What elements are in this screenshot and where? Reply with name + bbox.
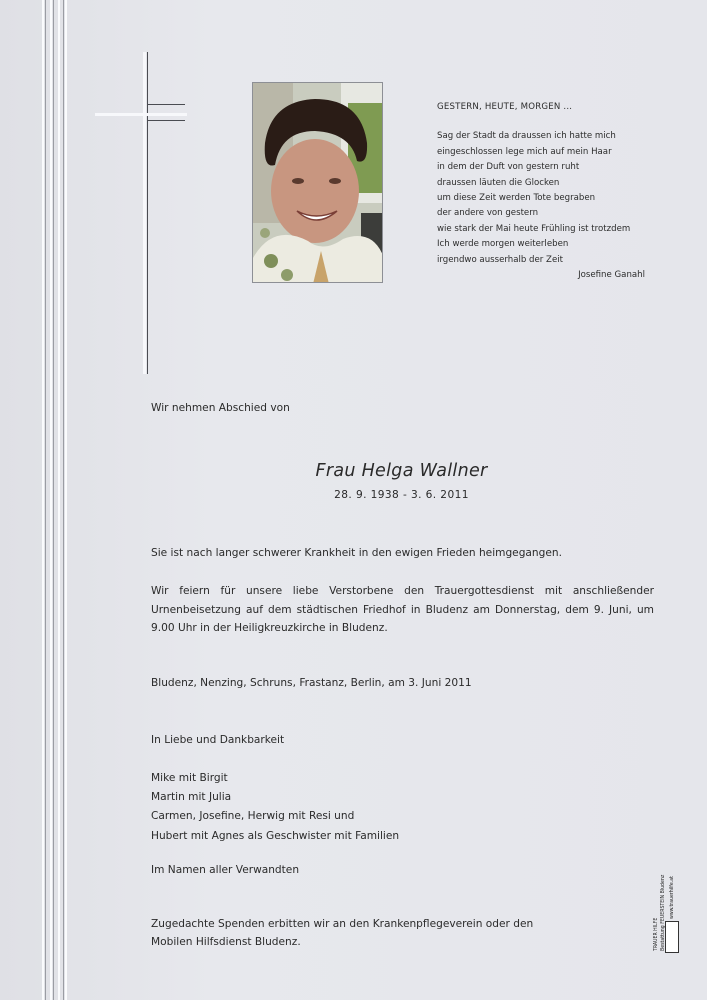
donation-note xyxy=(151,916,533,952)
donation-line: Zugedachte Spenden erbitten wir an den Krankenpflegeverein oder den xyxy=(151,918,534,930)
poem-line: irgendwo ausserhalb der Zeit xyxy=(437,254,563,265)
poem-line: Sag der Stadt da draussen ich hatte mich xyxy=(437,131,616,142)
logo-line2: Bestattung FEUERSTEIN Bludenz xyxy=(660,874,666,951)
life-dates: 28. 9. 1938 - 3. 6. 2011 xyxy=(334,489,469,501)
family-member: Hubert mit Agnes als Geschwister mit Familien xyxy=(151,829,400,842)
poem-line: Ich werde morgen weiterleben xyxy=(437,239,569,250)
funeral-home-logo xyxy=(649,871,685,953)
poem-line: der andere von gestern xyxy=(437,208,539,219)
logo-box xyxy=(665,921,679,953)
logo-line1: TRAUER HILFE xyxy=(653,917,659,951)
family-member: Martin mit Julia xyxy=(151,791,232,804)
place-date: Bludenz, Nenzing, Schruns, Frastanz, Berlin, am 3. Juni 2011 xyxy=(151,677,472,689)
poem-line: draussen läuten die Glocken xyxy=(437,177,560,188)
logo-line3: www.trauerhilfe.at xyxy=(669,876,675,919)
poem-line: um diese Zeit werden Tote begraben xyxy=(437,193,596,204)
poem xyxy=(437,100,652,283)
portrait-photo xyxy=(252,82,383,283)
poem-line: wie stark der Mai heute Frühling ist trotzdem xyxy=(437,223,631,234)
poem-line: eingeschlossen lege mich auf mein Haar xyxy=(437,146,612,157)
passing-notice: Sie ist nach langer schwerer Krankheit in den ewigen Frieden heimgegangen. xyxy=(151,547,562,559)
cross-icon xyxy=(95,52,190,377)
donation-line: Mobilen Hilfsdienst Bludenz. xyxy=(151,935,301,948)
deceased-name: Frau Helga Wallner xyxy=(315,461,488,481)
poem-author: Josefine Ganahl xyxy=(578,270,645,281)
funeral-details: Wir feiern für unsere liebe Verstorbene den Trauergottesdienst mit anschließender Urnenbeisetzung auf dem städtischen Friedhof in Bludenz am Donnerstag, dem 9. Juni, um 9.00 Uhr in der Heiligkreuzkirche in Bludenz. xyxy=(151,585,654,635)
love-line: In Liebe und Dankbarkeit xyxy=(151,734,285,746)
poem-title: GESTERN, HEUTE, MORGEN ... xyxy=(437,102,573,112)
family-member: Carmen, Josefine, Herwig mit Resi und xyxy=(151,810,355,823)
family-member: Mike mit Birgit xyxy=(151,772,228,784)
intro-text: Wir nehmen Abschied von xyxy=(151,402,290,414)
family-list xyxy=(151,769,399,846)
relatives-line: Im Namen aller Verwandten xyxy=(151,864,300,876)
poem-line: in dem der Duft von gestern ruht xyxy=(437,162,580,173)
